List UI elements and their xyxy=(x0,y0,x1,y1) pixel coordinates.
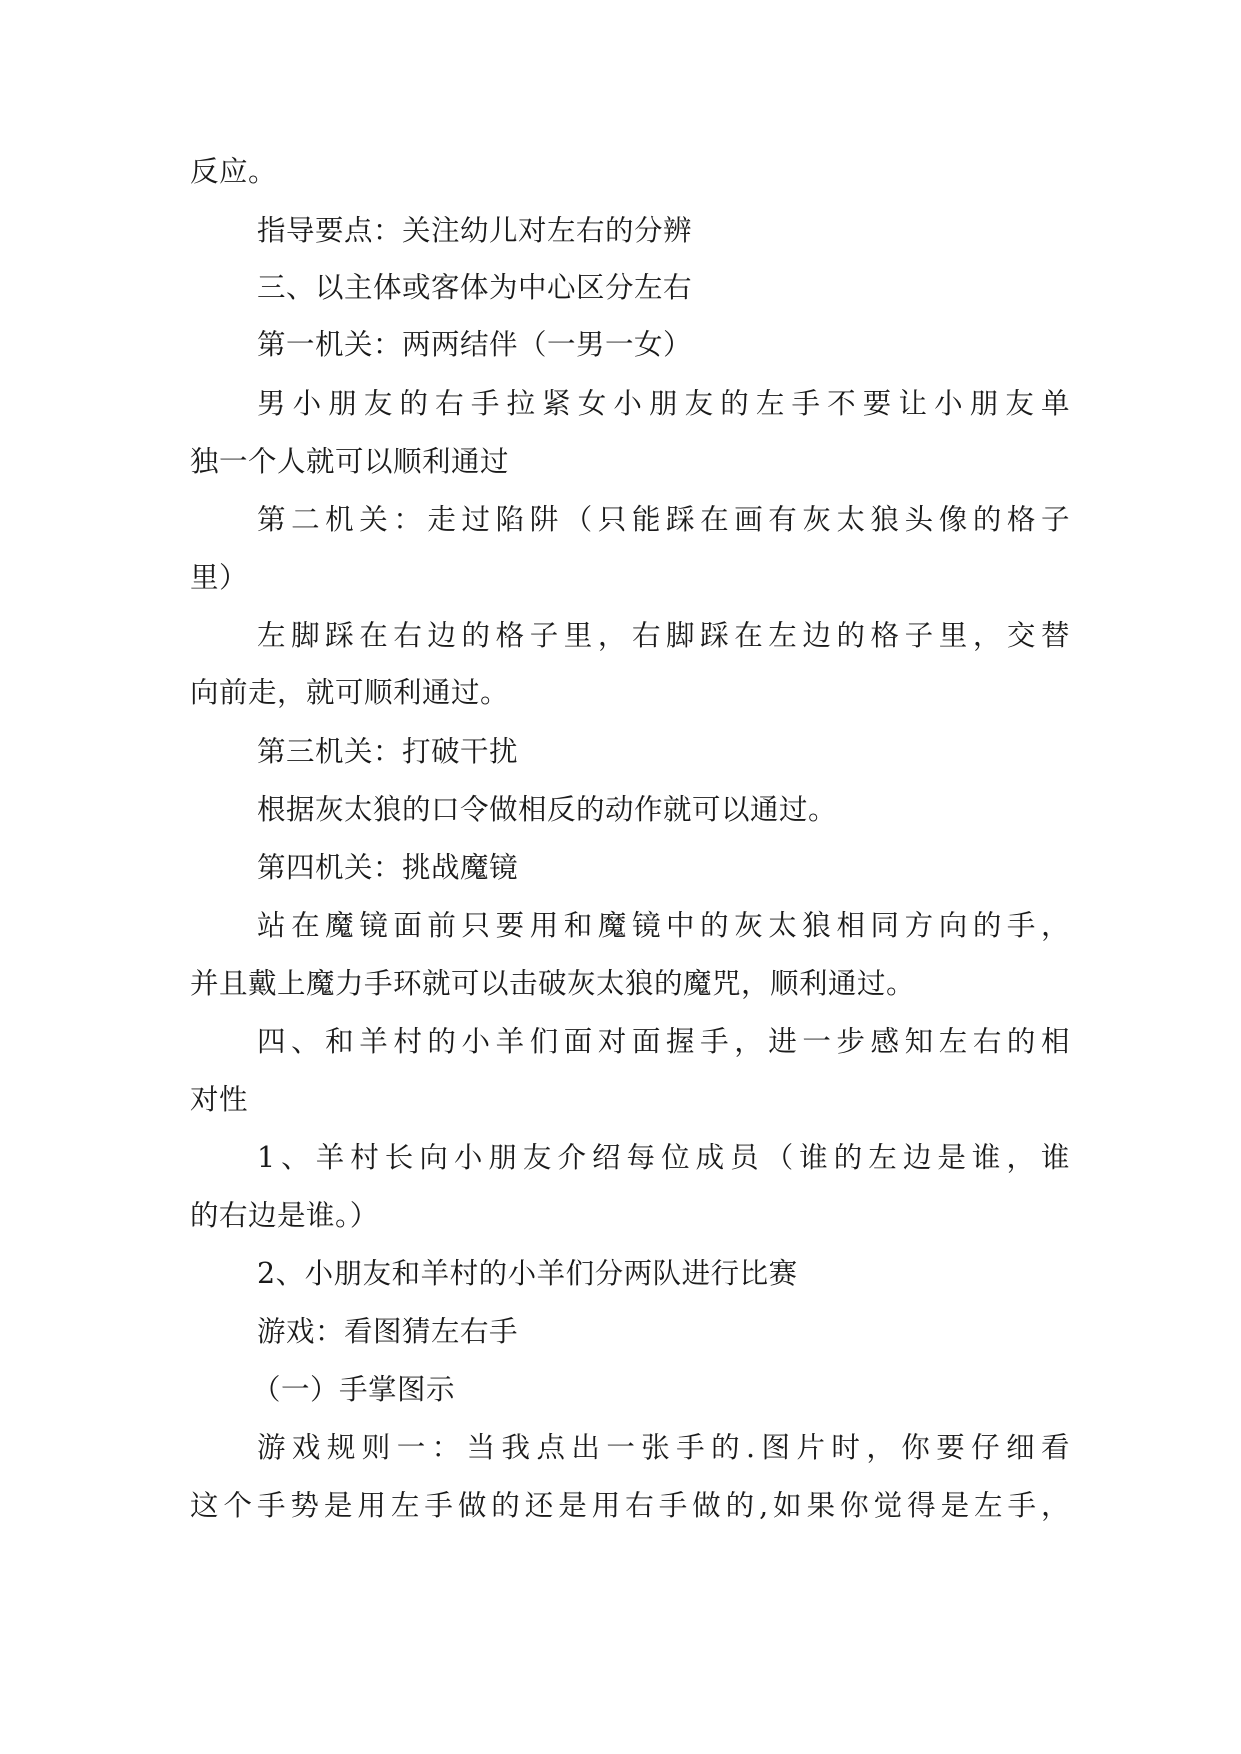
text-line: 左脚踩在右边的格子里，右脚踩在左边的格子里，交替 xyxy=(257,619,1070,652)
text-line: 第四机关：挑战魔镜 xyxy=(257,851,519,884)
text-line: 男小朋友的右手拉紧女小朋友的左手不要让小朋友单 xyxy=(257,387,1070,420)
text-line: 指导要点：关注幼儿对左右的分辨 xyxy=(257,214,693,247)
text-line: 第一机关：两两结伴（一男一女） xyxy=(257,328,693,361)
text-line: 游戏规则一：当我点出一张手的.图片时，你要仔细看 xyxy=(257,1431,1070,1464)
text-line: 1、羊村长向小朋友介绍每位成员（谁的左边是谁，谁 xyxy=(257,1141,1070,1174)
text-line: 三、以主体或客体为中心区分左右 xyxy=(257,271,693,304)
text-line: 这个手势是用左手做的还是用右手做的,如果你觉得是左手， xyxy=(190,1489,1070,1522)
text-line: 游戏：看图猜左右手 xyxy=(257,1315,519,1348)
text-line: 站在魔镜面前只要用和魔镜中的灰太狼相同方向的手， xyxy=(257,909,1070,942)
text-line: 四、和羊村的小羊们面对面握手，进一步感知左右的相 xyxy=(257,1025,1070,1058)
text-line: 对性 xyxy=(190,1083,249,1116)
text-line: （一）手掌图示 xyxy=(252,1373,456,1406)
text-line: 第三机关：打破干扰 xyxy=(257,735,519,768)
text-line: 向前走，就可顺利通过。 xyxy=(190,676,510,709)
text-line: 反应。 xyxy=(190,155,278,188)
text-line: 的右边是谁。） xyxy=(190,1199,379,1232)
text-line: 根据灰太狼的口令做相反的动作就可以通过。 xyxy=(257,793,838,826)
text-line: 2、小朋友和羊村的小羊们分两队进行比赛 xyxy=(257,1257,798,1290)
text-line: 第二机关：走过陷阱（只能踩在画有灰太狼头像的格子 xyxy=(257,503,1070,536)
text-line: 里） xyxy=(190,561,249,594)
text-line: 独一个人就可以顺利通过 xyxy=(190,445,510,478)
text-line: 并且戴上魔力手环就可以击破灰太狼的魔咒，顺利通过。 xyxy=(190,967,916,1000)
